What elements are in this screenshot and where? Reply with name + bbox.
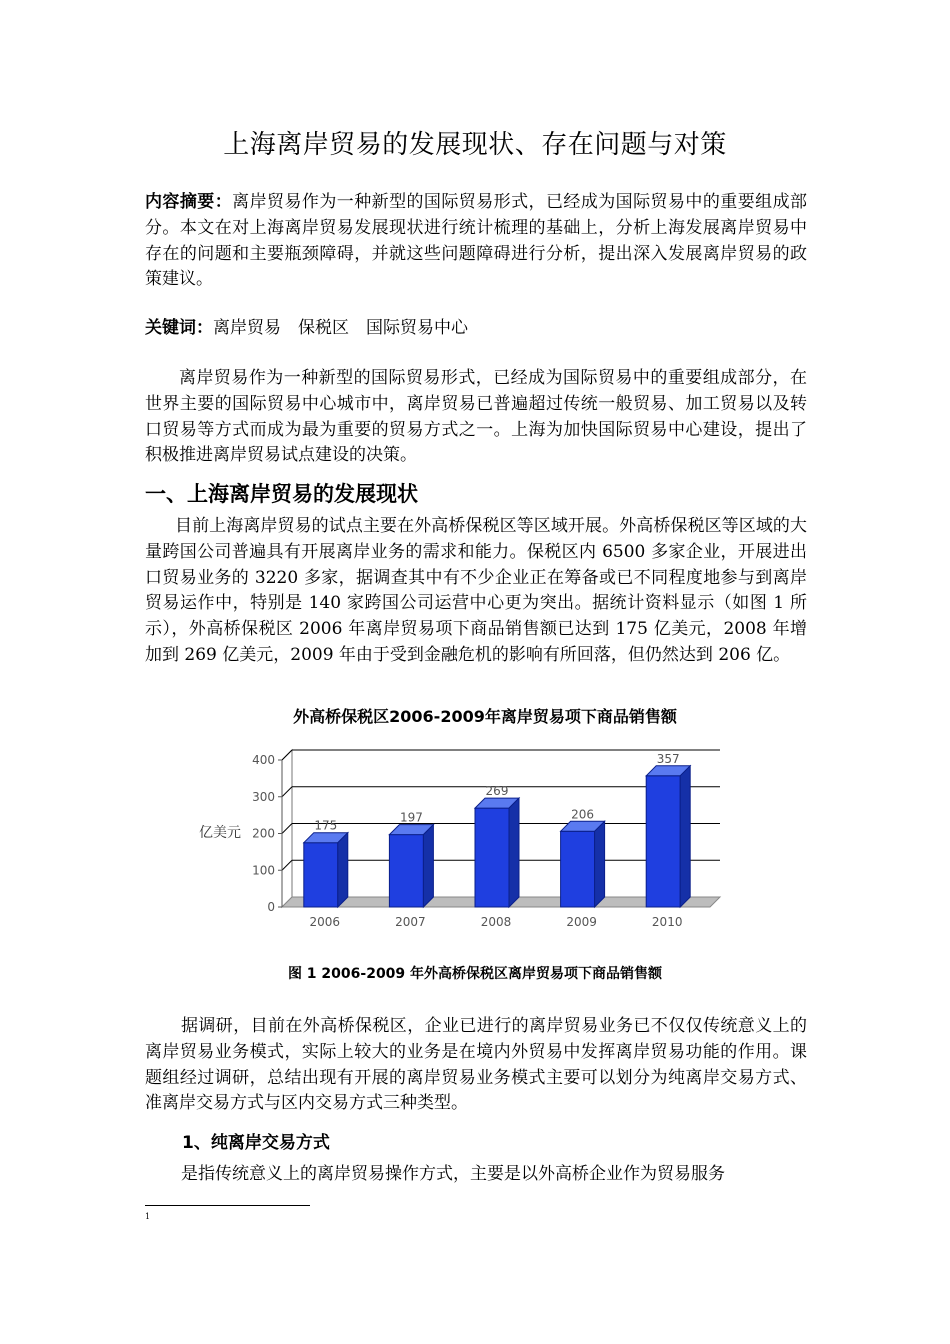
keywords-label: 关键词： [145,318,213,338]
x-tick-label: 2010 [651,915,683,929]
data-label: 197 [399,810,423,825]
bar-side [423,825,433,907]
section-heading-1: 一、上海离岸贸易的发展现状 [145,482,418,506]
keywords-line [145,316,807,342]
document-title: 上海离岸贸易的发展现状、存在问题与对策 [223,130,727,160]
y-axis-label: 亿美元 [199,825,241,841]
y-tick-label: 300 [252,789,275,804]
intro-paragraph: 离岸贸易作为一种新型的国际贸易形式，已经成为国际贸易中的重要组成部分，在世界主要的国际贸易中心城市中，离岸贸易已普遍超过传统一般贸易、加工贸易以及转口贸易等方式而成为最为重要的贸易方式之一。上海为加快国际贸易中心建设，提出了积极推进离岸贸易试点建设的决策。 [145,368,807,466]
bar-side [338,833,348,907]
bar [304,843,338,907]
chart-title: 外高桥保税区2006-2009年离岸贸易项下商品销售额 [293,707,677,726]
data-label: 206 [571,807,595,822]
data-label: 175 [314,818,338,833]
data-label: 269 [485,784,509,799]
figure-caption: 图 1 2006-2009 年外高桥保税区离岸贸易项下商品销售额 [287,966,663,982]
analysis-paragraph: 据调研，目前在外高桥保税区，企业已进行的离岸贸易业务已不仅仅传统意义上的离岸贸易业务模式，实际上较大的业务是在境内外贸易中发挥离岸贸易功能的作用。课题组经过调研，总结出现有开展的离岸贸易业务模式主要可以划分为纯离岸交易方式、准离岸交易方式与区内交易方式三种类型。 [145,1016,807,1114]
footnote-divider [145,1205,310,1206]
y-tick-label: 100 [252,863,275,878]
y-tick-label: 400 [252,753,275,767]
chart-svg [190,700,730,940]
x-tick-label: 2008 [480,915,512,929]
x-tick-label: 2007 [395,915,426,929]
y-tick-label: 0 [267,900,275,914]
bar-side [509,798,519,907]
y-tick-label: 200 [252,826,275,841]
data-label: 357 [656,751,680,766]
abstract-paragraph [145,190,807,293]
bar-chart [190,700,730,940]
bar [389,835,423,907]
footnote-mark: 1 [145,1212,151,1221]
section1-paragraph: 目前上海离岸贸易的试点主要在外高桥保税区等区域开展。外高桥保税区等区域的大量跨国公司普遍具有开展离岸业务的需求和能力。保税区内 6500 多家企业，开展进出口贸易业务的 3220 多家，据调查其中有不少企业正在筹备或已不同程度地参与到离岸贸易运作中，特别是 140 家跨国公司运营中心更为突出。据统计资料显示（如图 1 所示），外高桥保税区 2006 年离岸贸易项下商品销售额已达到 175 亿美元，2008 年增加到 269 亿美元，2009 年由于受到金融危机的影响有所回落，但仍然达到 206 亿。 [145,516,807,665]
x-tick-label: 2009 [566,915,597,929]
abstract-label: 内容摘要： [145,192,233,212]
bar [646,776,680,907]
subheading-pure-offshore: 1、纯离岸交易方式 [182,1133,330,1153]
bar [561,831,595,907]
bar-side [680,766,690,907]
bar-side [595,821,605,907]
last-paragraph: 是指传统意义上的离岸贸易操作方式，主要是以外高桥企业作为贸易服务 [181,1164,725,1184]
bar [475,808,509,907]
x-tick-label: 2006 [309,915,341,929]
abstract-text: 离岸贸易作为一种新型的国际贸易形式，已经成为国际贸易中的重要组成部分。本文在对上海离岸贸易发展现状进行统计梳理的基础上，分析上海发展离岸贸易中存在的问题和主要瓶颈障碍，并就这些问题障碍进行分析，提出深入发展离岸贸易的政策建议。 [145,192,808,290]
keywords-text: 离岸贸易 保税区 国际贸易中心 [213,318,468,338]
